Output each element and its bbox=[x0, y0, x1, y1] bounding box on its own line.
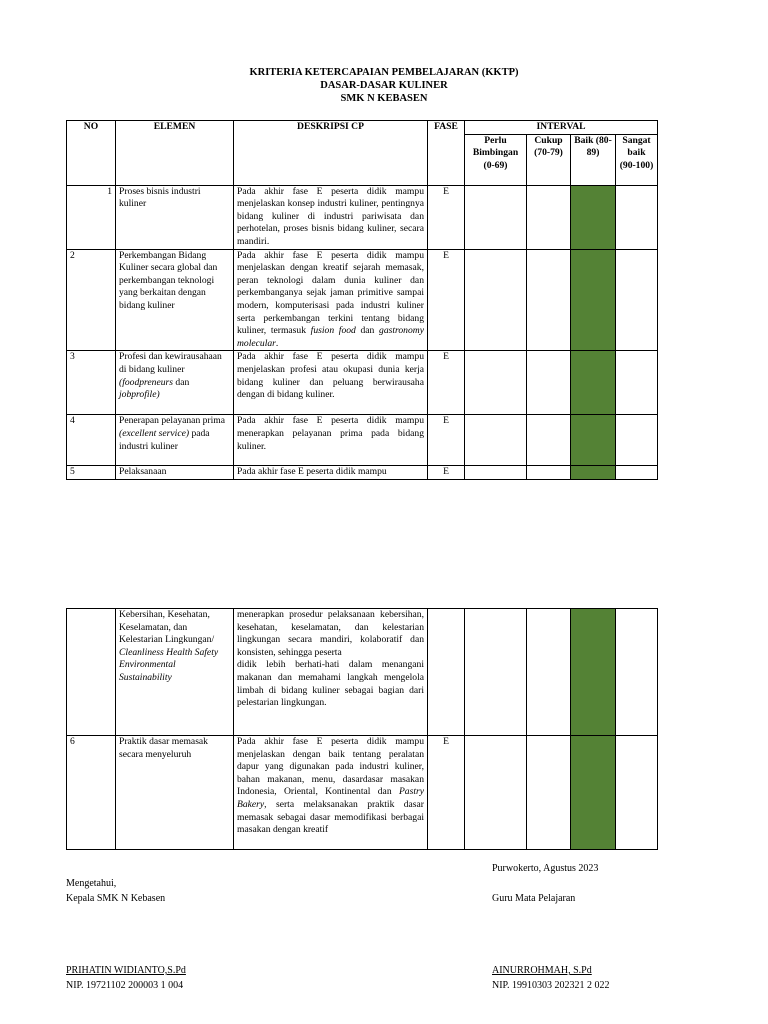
kepala-name: PRIHATIN WIDIANTO,S.Pd bbox=[66, 965, 186, 976]
cell-cukup bbox=[527, 609, 571, 736]
kepala-nip: NIP. 19721102 200003 1 004 bbox=[66, 980, 184, 991]
cell-cukup bbox=[527, 736, 571, 850]
row-fase: E bbox=[428, 249, 465, 351]
col-fase-header: FASE bbox=[428, 121, 465, 186]
cell-perlu bbox=[465, 185, 527, 249]
cell-cukup bbox=[527, 185, 571, 249]
row-fase bbox=[428, 609, 465, 736]
row-deskripsi: Pada akhir fase E peserta didik mampu menjelaskan profesi atau okupasi dunia kerja bidang kuliner dan peluang berwirausaha dengan di bidang kuliner. bbox=[234, 351, 428, 415]
row-elemen: Praktik dasar memasak secara menyeluruh bbox=[116, 736, 234, 850]
col-deskripsi-header: DESKRIPSI CP bbox=[234, 121, 428, 186]
title-line-1: KRITERIA KETERCAPAIAN PEMBELAJARAN (KKTP) bbox=[249, 67, 519, 78]
row-elemen: Pelaksanaan bbox=[116, 466, 234, 480]
table-row bbox=[67, 351, 658, 415]
row-fase: E bbox=[428, 351, 465, 415]
row-elemen: Profesi dan kewirausahaan di bidang kuliner (foodpreneurs dan jobprofile) bbox=[116, 351, 234, 415]
cell-perlu bbox=[465, 351, 527, 415]
cell-perlu bbox=[465, 736, 527, 850]
cell-sangat bbox=[616, 415, 658, 466]
cell-sangat bbox=[616, 351, 658, 415]
cell-baik-filled bbox=[571, 185, 616, 249]
cell-perlu bbox=[465, 609, 527, 736]
row-no: 1 bbox=[67, 185, 116, 249]
row-elemen: Proses bisnis industri kuliner bbox=[116, 185, 234, 249]
col-cukup-header: Cukup (70-79) bbox=[527, 134, 571, 185]
cell-cukup bbox=[527, 466, 571, 480]
row-deskripsi: Pada akhir fase E peserta didik mampu menjelaskan konsep industri kuliner, pentingnya bidang kuliner di industri pariwisata dan perhotelan, proses bisnis bidang kuliner, secara mandiri. bbox=[234, 185, 428, 249]
guru-title: Guru Mata Pelajaran bbox=[492, 893, 576, 904]
cell-sangat bbox=[616, 185, 658, 249]
cell-cukup bbox=[527, 415, 571, 466]
cell-baik-filled bbox=[571, 609, 616, 736]
col-sangat-header: Sangat baik (90-100) bbox=[616, 134, 658, 185]
title-line-2: DASAR-DASAR KULINER bbox=[320, 80, 448, 91]
row-no bbox=[67, 609, 116, 736]
cell-sangat bbox=[616, 466, 658, 480]
row-elemen: Kebersihan, Kesehatan, Keselamatan, dan Kelestarian Lingkungan/ Cleanliness Health Safety Environmental Sustainability bbox=[116, 609, 234, 736]
row-fase: E bbox=[428, 736, 465, 850]
kktp-table-continued bbox=[66, 608, 658, 850]
row-no: 5 bbox=[67, 466, 116, 480]
guru-name: AINURROHMAH, S.Pd bbox=[492, 965, 592, 976]
row-no: 3 bbox=[67, 351, 116, 415]
cell-perlu bbox=[465, 415, 527, 466]
cell-baik-filled bbox=[571, 351, 616, 415]
row-fase: E bbox=[428, 466, 465, 480]
col-no-header: NO bbox=[67, 121, 116, 186]
cell-cukup bbox=[527, 249, 571, 351]
cell-perlu bbox=[465, 249, 527, 351]
row-no: 4 bbox=[67, 415, 116, 466]
col-interval-header: INTERVAL bbox=[465, 121, 658, 135]
cell-baik-filled bbox=[571, 736, 616, 850]
row-deskripsi: Pada akhir fase E peserta didik mampu menjelaskan dengan kreatif sejarah memasak, peran teknologi dalam dunia kuliner dan perkembanganya sejak jaman primitive sampai modern, komputerisasi pada industri kuliner serta perkembangan terkini tentang bidang kuliner, termasuk fusion food dan gastronomy molecular. bbox=[234, 249, 428, 351]
row-deskripsi: Pada akhir fase E peserta didik mampu bbox=[234, 466, 428, 480]
table-row bbox=[67, 415, 658, 466]
table-row bbox=[67, 185, 658, 249]
row-fase: E bbox=[428, 185, 465, 249]
title-line-3: SMK N KEBASEN bbox=[340, 93, 428, 104]
row-fase: E bbox=[428, 415, 465, 466]
row-elemen: Perkembangan Bidang Kuliner secara global dan perkembangan teknologi yang berkaitan dengan bidang kuliner bbox=[116, 249, 234, 351]
table-row bbox=[67, 736, 658, 850]
cell-sangat bbox=[616, 609, 658, 736]
col-baik-header: Baik (80-89) bbox=[571, 134, 616, 185]
row-no: 2 bbox=[67, 249, 116, 351]
row-deskripsi: menerapkan prosedur pelaksanaan kebersihan, kesehatan, keselamatan, dan kelestarian lingkungan secara mandiri, kolaboratif dan konsisten, sehingga peserta didik lebih berhati-hati dalam menangani makanan dan memahami langkah mengelola limbah di bidang kuliner sebagai bagian dari pelestarian lingkungan. bbox=[234, 609, 428, 736]
row-deskripsi: Pada akhir fase E peserta didik mampu menerapkan pelayanan prima pada bidang kuliner. bbox=[234, 415, 428, 466]
kepala-title: Kepala SMK N Kebasen bbox=[66, 893, 166, 904]
cell-baik-filled bbox=[571, 466, 616, 480]
table-row bbox=[67, 466, 658, 480]
cell-cukup bbox=[527, 351, 571, 415]
kktp-table bbox=[66, 120, 658, 480]
col-perlu-header: Perlu Bimbingan (0-69) bbox=[465, 134, 527, 185]
cell-perlu bbox=[465, 466, 527, 480]
row-elemen: Penerapan pelayanan prima (excellent service) pada industri kuliner bbox=[116, 415, 234, 466]
col-elemen-header: ELEMEN bbox=[116, 121, 234, 186]
cell-baik-filled bbox=[571, 249, 616, 351]
document-header bbox=[0, 66, 768, 105]
table-row bbox=[67, 249, 658, 351]
row-deskripsi: Pada akhir fase E peserta didik mampu menjelaskan dengan baik tentang peralatan dapur yang digunakan pada industri kuliner, bahan makanan, menu, dasardasar masakan Indonesia, Oriental, Kontinental dan Pastry Bakery, serta melaksanakan praktik dasar memasak sebagai dasar memodifikasi berbagai masakan dengan kreatif bbox=[234, 736, 428, 850]
cell-sangat bbox=[616, 736, 658, 850]
cell-baik-filled bbox=[571, 415, 616, 466]
mengetahui-label: Mengetahui, bbox=[66, 878, 117, 889]
row-no: 6 bbox=[67, 736, 116, 850]
cell-sangat bbox=[616, 249, 658, 351]
place-date: Purwokerto, Agustus 2023 bbox=[492, 863, 599, 874]
table-row bbox=[67, 609, 658, 736]
guru-nip: NIP. 19910303 202321 2 022 bbox=[492, 980, 610, 991]
